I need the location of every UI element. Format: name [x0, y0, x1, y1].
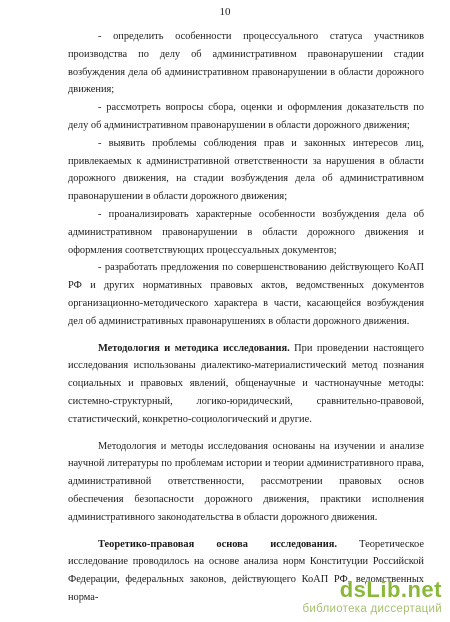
- paragraph-task-5: [68, 259, 424, 330]
- watermark: [242, 578, 442, 616]
- paragraph-text: - определить особенности процессуального статуса участников производства по делу об административном правонарушении стадии возбуждения дела об административном правонарушении в области дорожного движения;: [68, 31, 424, 96]
- paragraph-methodology: [68, 340, 424, 429]
- paragraph-text: Теоретическое исследование проводилось на основе анализа норм Конституции Российской Федерации, федеральных законов, действующего КоАП РФ, ведомственных норма-: [68, 538, 424, 603]
- paragraph-task-2: [68, 99, 424, 135]
- paragraph-task-4: [68, 206, 424, 259]
- paragraph-text: При проведении настоящего исследования использованы диалектико-материалистический метод познания социальных и правовых явлений, общенаучные и частнонаучные методы: системно-структурный, логико-юридический, сравнительно-правовой, статистический, конкретно-социологический и другие.: [68, 342, 424, 425]
- paragraph-task-3: [68, 135, 424, 206]
- paragraph-text: - проанализировать характерные особенности возбуждения дела об административном правонарушении в области дорожного движения и оформления соответствующих процессуальных документов;: [68, 208, 424, 256]
- paragraph-task-1: [68, 28, 424, 99]
- paragraph-heading: Теоретико-правовая основа исследования.: [98, 538, 337, 550]
- paragraph-text: Методология и методы исследования основаны на изучении и анализе научной литературы по проблемам истории и теории административного права, административной ответственности, рассмотрении правовых основ обеспечения безопасности дорожного движения, практики исполнения административного законодательства в области дорожного движения.: [68, 440, 424, 523]
- paragraph-text: - разработать предложения по совершенствованию действующего КоАП РФ и других нормативных правовых актов, ведомственных документов организационно-методического характера в части, касающейся возбуждения дел об административных правонарушениях в области дорожного движения.: [68, 262, 424, 327]
- paragraph-heading: Методология и методика исследования.: [98, 342, 290, 354]
- paragraph-methods: [68, 438, 424, 527]
- watermark-logo: dsLib.net: [339, 577, 442, 602]
- paragraph-text: - рассмотреть вопросы сбора, оценки и оформления доказательств по делу об административном правонарушении в области дорожного движения;: [68, 102, 424, 131]
- page-number: 10: [219, 6, 231, 18]
- paragraph-text: - выявить проблемы соблюдения прав и законных интересов лиц, привлекаемых к административной ответственности за нарушения в области дорожного движения, на стадии возбуждения дела об административном правонарушении в области дорожного движения;: [68, 137, 424, 203]
- watermark-tagline: библиотека диссертаций: [302, 603, 442, 615]
- body-text: [68, 28, 424, 607]
